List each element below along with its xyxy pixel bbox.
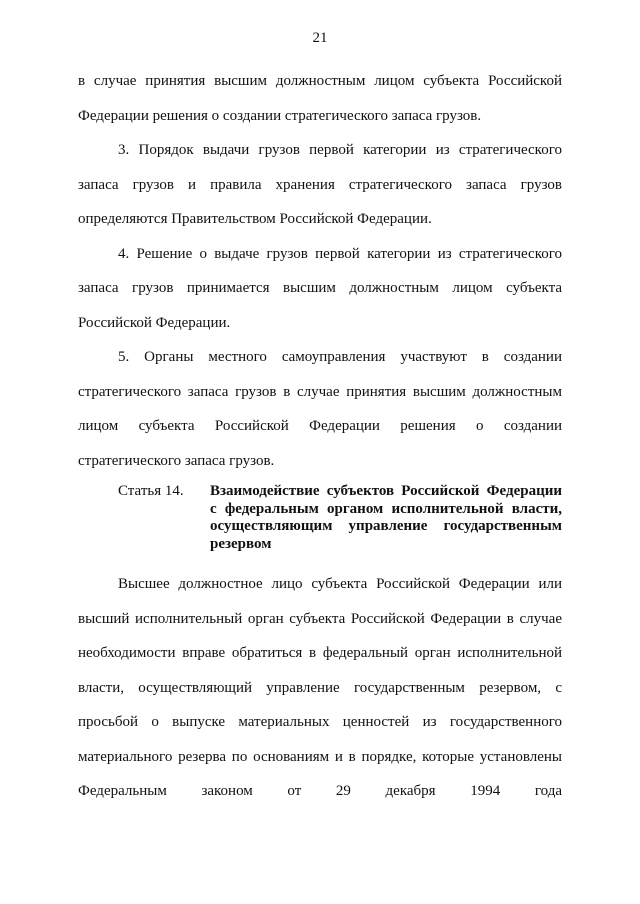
paragraph-article-14-body: Высшее должностное лицо субъекта Российской Федерации или высший исполнительный орган субъекта Российской Федерации в случае необходимости вправе обратиться в федеральный орган исполнительной власти, осуществляющий управление государственным резервом, с просьбой о выпуске материальных ценностей из государственного материального резерва по основаниям и в порядке, которые установлены Федеральным законом от 29 декабря 1994 года — [78, 576, 562, 799]
document-body — [78, 64, 562, 809]
paragraph-continuation: в случае принятия высшим должностным лицом субъекта Российской Федерации решения о создании стратегического запаса грузов. — [78, 73, 562, 124]
paragraph-item-5: 5. Органы местного самоуправления участвуют в создании стратегического запаса грузов в случае принятия высшим должностным лицом субъекта Российской Федерации решения о создании стратегического запаса грузов. — [78, 349, 562, 469]
article-heading — [78, 483, 562, 553]
article-title: Взаимодействие субъектов Российской Федерации с федеральным органом исполнительной власти, осуществляющим управление государственным резервом — [210, 483, 562, 552]
paragraph-item-3: 3. Порядок выдачи грузов первой категории из стратегического запаса грузов и правила хранения стратегического запаса грузов определяются Правительством Российской Федерации. — [78, 142, 562, 227]
page-number: 21 — [312, 30, 328, 46]
article-label: Статья 14. — [118, 483, 184, 499]
paragraph-item-4: 4. Решение о выдаче грузов первой категории из стратегического запаса грузов принимается высшим должностным лицом субъекта Российской Федерации. — [78, 245, 562, 331]
